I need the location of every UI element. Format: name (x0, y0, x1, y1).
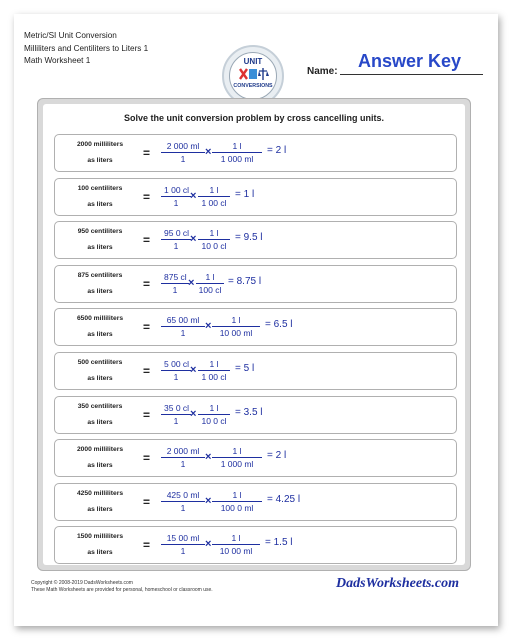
given-fraction (161, 314, 205, 340)
fraction-denominator: 1 (180, 154, 186, 164)
equals-sign: = (143, 320, 151, 335)
fraction-denominator: 1 (173, 372, 179, 382)
fraction-denominator: 1 (180, 328, 186, 339)
target-unit: as liters (87, 549, 113, 557)
given-fraction (161, 271, 189, 297)
fraction-numerator: 1 l (212, 445, 262, 458)
fraction-numerator: 425 0 ml (161, 489, 205, 502)
conversion-fraction (212, 140, 262, 166)
answer-result: = 1.5 l (265, 537, 293, 549)
given-fraction (161, 445, 205, 471)
multiply-sign: × (205, 451, 212, 464)
equals-sign: = (143, 276, 151, 291)
fraction-denominator: 100 cl (198, 284, 222, 295)
given-quantity: 100 centiliters (77, 184, 123, 192)
given-quantity: 6500 milliliters (76, 315, 124, 323)
given-quantity: 2000 milliliters (76, 446, 124, 454)
equals-sign: = (143, 407, 151, 422)
answer-result: = 2 l (267, 450, 287, 462)
fraction-denominator: 1 00 cl (201, 372, 227, 382)
given-fraction (161, 140, 205, 166)
equals-sign: = (143, 233, 151, 248)
fraction-denominator: 1 (173, 197, 179, 208)
fraction-numerator: 15 00 ml (161, 532, 205, 545)
answer-result: = 5 l (235, 363, 255, 374)
target-unit: as liters (87, 157, 113, 164)
fraction-numerator: 1 l (198, 184, 230, 197)
given-fraction (161, 402, 191, 428)
given-quantity: 950 centiliters (77, 228, 123, 236)
given-fraction (161, 489, 205, 515)
fraction-denominator: 1 000 ml (220, 459, 254, 470)
fraction-denominator: 10 0 cl (201, 415, 227, 426)
fraction-denominator: 10 0 cl (201, 241, 227, 252)
target-unit: as liters (87, 505, 113, 513)
problem-row (54, 178, 457, 216)
conversion-fraction (198, 402, 230, 428)
name-line (340, 74, 483, 75)
multiply-sign: × (205, 146, 212, 158)
multiply-sign: × (205, 538, 212, 551)
fraction-numerator: 1 l (212, 140, 262, 153)
fraction-numerator: 1 l (198, 227, 230, 240)
conversion-fraction (198, 358, 230, 384)
equals-sign: = (143, 451, 151, 466)
given-quantity: 2000 milliliters (76, 141, 124, 148)
given-quantity: 1500 milliliters (76, 533, 124, 541)
answer-result: = 1 l (235, 188, 255, 200)
header-line-1: Metric/SI Unit Conversion (24, 31, 117, 40)
answer-result: = 3.5 l (235, 406, 263, 418)
fraction-denominator: 100 0 ml (220, 502, 254, 513)
multiply-sign: × (190, 364, 197, 376)
fraction-denominator: 1 (180, 546, 186, 557)
name-label: Name: (307, 66, 338, 77)
multiply-sign: × (205, 494, 212, 507)
conversion-fraction (212, 532, 260, 558)
fraction-numerator: 875 cl (161, 271, 189, 284)
fraction-numerator: 5 00 cl (161, 358, 191, 371)
worksheet-header (24, 30, 148, 68)
multiply-sign: × (190, 233, 197, 246)
fraction-numerator: 1 l (212, 314, 260, 327)
target-unit: as liters (87, 462, 113, 470)
problem-row (54, 396, 457, 434)
target-unit: as liters (87, 331, 113, 339)
multiply-sign: × (188, 276, 195, 289)
fraction-denominator: 1 (180, 502, 186, 513)
target-unit: as liters (87, 287, 113, 295)
fraction-denominator: 1 (173, 241, 179, 252)
multiply-sign: × (205, 320, 212, 333)
fraction-denominator: 10 00 ml (219, 546, 253, 557)
problem-row (54, 134, 457, 172)
usage-note: These Math Worksheets are provided for personal, homeschool or classroom use. (31, 586, 213, 593)
problem-row (54, 265, 457, 303)
fraction-numerator: 1 l (198, 402, 230, 415)
given-fraction (161, 227, 191, 253)
fraction-numerator: 65 00 ml (161, 314, 205, 327)
conversion-fraction (212, 489, 262, 515)
fraction-denominator: 1 (173, 415, 179, 426)
fraction-numerator: 1 l (196, 271, 224, 284)
target-unit: as liters (87, 375, 113, 382)
fraction-denominator: 1 (172, 284, 178, 295)
answer-result: = 2 l (267, 145, 287, 156)
target-unit: as liters (87, 200, 113, 208)
fraction-numerator: 95 0 cl (161, 227, 191, 240)
multiply-sign: × (190, 407, 197, 420)
fraction-numerator: 1 l (212, 489, 262, 502)
fraction-denominator: 1 (180, 459, 186, 470)
fraction-numerator: 1 00 cl (161, 184, 191, 197)
answer-key-title: Answer Key (358, 51, 462, 71)
conversion-fraction (198, 227, 230, 253)
equals-sign: = (143, 494, 151, 509)
problem-row (54, 308, 457, 346)
conversion-fraction (196, 271, 224, 297)
given-quantity: 875 centiliters (77, 271, 123, 279)
instructions: Solve the unit conversion problem by cross cancelling units. (123, 113, 385, 123)
fraction-numerator: 2 000 ml (161, 140, 205, 153)
conversion-fraction (198, 184, 230, 210)
problem-row (54, 352, 457, 390)
fraction-denominator: 1 000 ml (220, 154, 254, 164)
problem-row (54, 221, 457, 259)
problem-row (54, 526, 457, 564)
logo-icons (239, 67, 269, 81)
equals-sign: = (143, 538, 151, 553)
header-line-3: Math Worksheet 1 (24, 56, 91, 65)
given-quantity: 4250 milliliters (76, 489, 124, 497)
fraction-numerator: 2 000 ml (161, 445, 205, 458)
problem-frame-inner (43, 104, 465, 565)
problem-frame (37, 98, 471, 571)
answer-result: = 6.5 l (265, 319, 293, 331)
logo-inner-circle (229, 52, 277, 100)
fraction-denominator: 10 00 ml (219, 328, 253, 339)
answer-result: = 8.75 l (228, 275, 262, 287)
answer-result: = 9.5 l (235, 232, 263, 244)
target-unit: as liters (87, 244, 113, 252)
multiply-sign: × (190, 189, 197, 202)
equals-sign: = (143, 189, 151, 204)
given-quantity: 500 centiliters (77, 359, 123, 366)
given-fraction (161, 184, 191, 210)
fraction-numerator: 1 l (212, 532, 260, 545)
given-fraction (161, 532, 205, 558)
given-quantity: 350 centiliters (77, 402, 123, 410)
target-unit: as liters (87, 418, 113, 426)
answer-result: = 4.25 l (267, 493, 301, 505)
problem-row (54, 483, 457, 521)
fraction-numerator: 35 0 cl (161, 402, 191, 415)
header-line-2: Milliliters and Centiliters to Liters 1 (24, 43, 149, 53)
copyright-text: Copyright © 2008-2019 DadsWorksheets.com (31, 580, 133, 586)
dadsworksheets-brand: DadsWorksheets.com (336, 576, 460, 591)
conversion-fraction (212, 445, 262, 471)
given-fraction (161, 358, 191, 384)
conversion-fraction (212, 314, 260, 340)
footer (31, 580, 213, 593)
logo-word-bottom: CONVERSIONS (233, 83, 273, 89)
equals-sign: = (143, 146, 151, 160)
equals-sign: = (143, 364, 151, 378)
fraction-denominator: 1 00 cl (201, 197, 227, 208)
fraction-numerator: 1 l (198, 358, 230, 371)
logo-word-top: UNIT (243, 57, 263, 66)
problem-row (54, 439, 457, 477)
